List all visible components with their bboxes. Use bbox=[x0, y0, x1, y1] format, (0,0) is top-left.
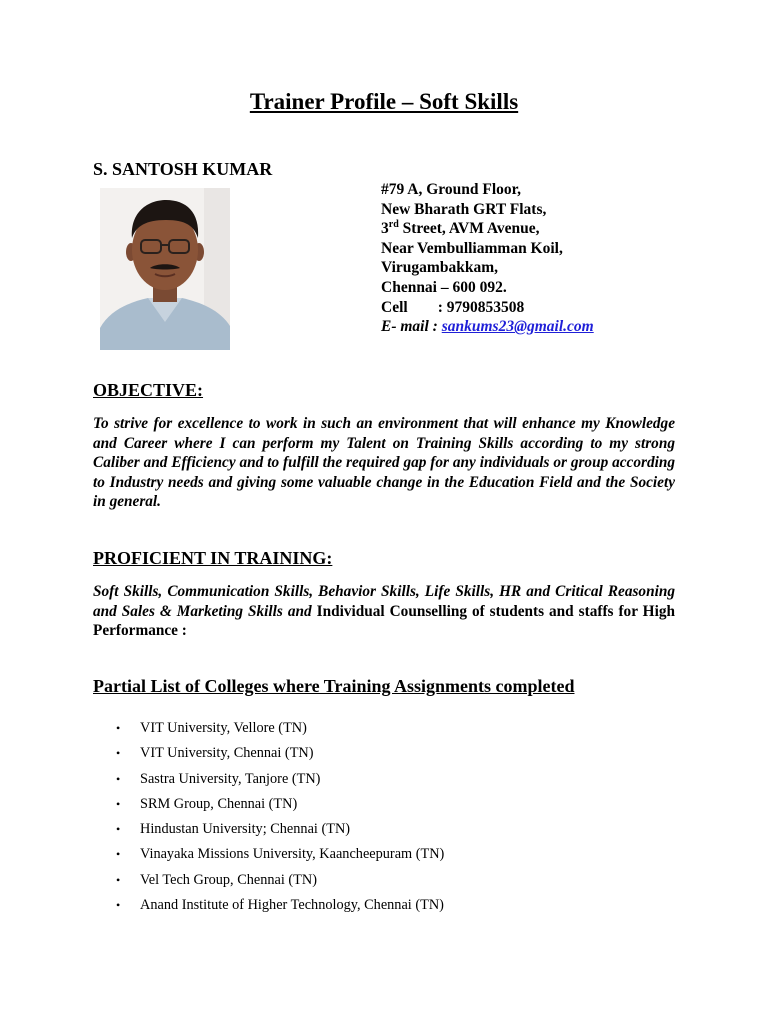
bullet-icon: • bbox=[116, 721, 121, 735]
proficient-heading: PROFICIENT IN TRAINING: bbox=[93, 548, 333, 568]
college-name: SRM Group, Chennai (TN) bbox=[140, 795, 298, 812]
address-line: Virugambakkam, bbox=[381, 259, 498, 277]
cell-line bbox=[381, 298, 594, 318]
address-line: #79 A, Ground Floor, bbox=[381, 181, 521, 198]
cell-label: Cell bbox=[381, 298, 408, 316]
list-item bbox=[93, 868, 444, 893]
bullet-icon: • bbox=[116, 898, 121, 913]
email-link[interactable]: sankums23@gmail.com bbox=[441, 318, 594, 336]
address-line: Chennai – 600 092. bbox=[381, 278, 507, 296]
college-name: VIT University, Chennai (TN) bbox=[140, 745, 314, 762]
list-item bbox=[93, 741, 444, 766]
address-line: Near Vembulliamman Koil, bbox=[381, 239, 563, 257]
address-line: New Bharath GRT Flats, bbox=[381, 200, 547, 218]
proficient-skills: Soft Skills, Communication Skills, Behavior Skills, Life Skills, HR and Critical Reasoning and Sales & Marketing Skills and bbox=[93, 583, 675, 620]
list-item bbox=[93, 792, 444, 817]
email-label: E- mail : bbox=[381, 318, 442, 336]
college-list bbox=[93, 716, 444, 918]
trainer-name: S. SANTOSH KUMAR bbox=[93, 159, 273, 179]
college-name: VIT University, Vellore (TN) bbox=[140, 720, 307, 736]
document-title: Trainer Profile – Soft Skills bbox=[249, 89, 519, 114]
proficient-counselling: Individual Counselling of students and staffs for High Performance : bbox=[93, 602, 675, 640]
bullet-icon: • bbox=[116, 746, 121, 761]
street-number: 3 bbox=[381, 220, 389, 238]
colleges-heading: Partial List of Colleges where Training Assignments completed bbox=[93, 676, 575, 696]
list-item bbox=[93, 893, 444, 918]
cell-number: : 9790853508 bbox=[437, 298, 525, 316]
proficient-text bbox=[93, 582, 675, 641]
list-item bbox=[93, 842, 444, 867]
college-name: Sastra University, Tanjore (TN) bbox=[140, 770, 321, 787]
bullet-icon: • bbox=[116, 872, 121, 887]
list-item bbox=[93, 767, 444, 792]
email-line bbox=[381, 317, 594, 337]
street-ordinal-suffix: rd bbox=[388, 219, 399, 231]
bullet-icon: • bbox=[116, 847, 121, 862]
objective-heading: OBJECTIVE: bbox=[93, 380, 204, 400]
address-line bbox=[381, 219, 594, 239]
contact-address bbox=[381, 180, 594, 337]
bullet-icon: • bbox=[116, 771, 121, 786]
profile-photo bbox=[100, 188, 230, 350]
list-item bbox=[93, 817, 444, 842]
college-name: Vinayaka Missions University, Kaancheepuram (TN) bbox=[140, 846, 445, 863]
street-name: Street, AVM Avenue, bbox=[398, 220, 540, 238]
college-name: Hindustan University; Chennai (TN) bbox=[140, 821, 351, 838]
college-name: Vel Tech Group, Chennai (TN) bbox=[140, 871, 318, 888]
bullet-icon: • bbox=[116, 822, 121, 837]
college-name: Anand Institute of Higher Technology, Chennai (TN) bbox=[140, 897, 444, 914]
list-item bbox=[93, 716, 444, 741]
profile-photo-image bbox=[100, 188, 230, 350]
objective-text: To strive for excellence to work in such an environment that will enhance my Knowledge and Career where I can perform my Talent on Training Skills according to my strong Caliber and Efficiency and to fulfill the required gap for any individuals or group according to Industry needs and giving some valuable change in the Education Field and the Society in general. bbox=[93, 415, 675, 511]
bullet-icon: • bbox=[116, 796, 121, 811]
